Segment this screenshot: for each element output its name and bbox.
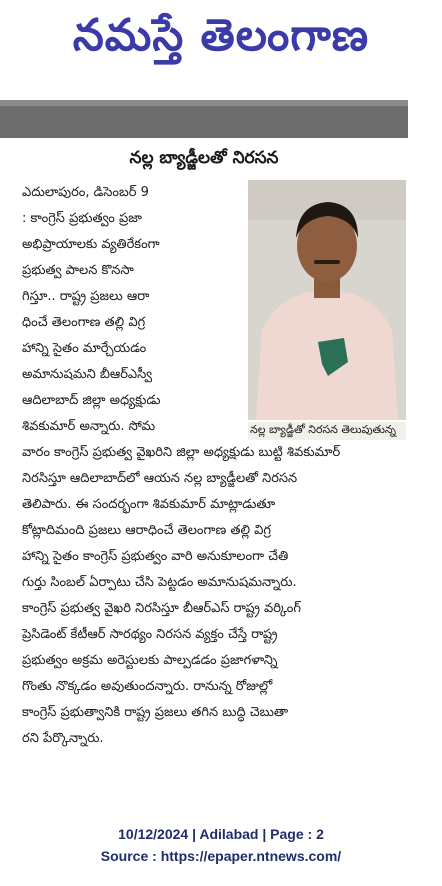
newspaper-title: నమస్తే తెలంగాణ	[72, 10, 370, 61]
article-headline: నల్ల బ్యాడ్జీలతో నిరసన	[129, 148, 279, 168]
article-line: అభిప్రాయాలకు వ్యతిరేకంగా	[22, 237, 160, 252]
article-line: వారం కాంగ్రెస్ ప్రభుత్వ వైఖరిని జిల్లా అధ్యక్షుడు బుట్టి శివకుమార్	[22, 445, 341, 460]
clipping-header-band	[0, 100, 408, 138]
article-line: శివకుమార్ అన్నారు. సోమ	[22, 419, 156, 434]
footer-source-link[interactable]: Source : https://epaper.ntnews.com/	[100, 848, 342, 864]
article-line: ప్రభుత్వం అక్రమ అరెస్టులకు పాల్పడడం ప్రజాగళాన్ని	[22, 653, 278, 668]
article-line: ప్రభుత్వ పాలన కొనసా	[22, 263, 134, 278]
article-line: కాంగ్రెస్ ప్రభుత్వానికి రాష్ట్ర ప్రజలు తగిన బుద్ధి చెబుతా	[22, 705, 289, 720]
person-photo-illustration	[248, 180, 406, 420]
article-line: హాన్ని సైతం కాంగ్రెస్ ప్రభుత్వం వారి అనుకూలంగా చేతి	[22, 549, 289, 564]
article-line: హాన్ని సైతం మార్చేయడం	[22, 341, 147, 356]
article-line: కాంగ్రెస్ ప్రభుత్వ వైఖరి నిరసిస్తూ బీఆర్ఎస్ రాష్ట్ర వర్కింగ్	[22, 601, 301, 616]
photo-caption: నల్ల బ్యాడ్జీతో నిరసన తెలుపుతున్న	[250, 423, 396, 436]
masthead	[0, 0, 442, 82]
article-line: తెలిపారు. ఈ సందర్భంగా శివకుమార్ మాట్లాడుతూ	[22, 497, 276, 512]
article-line: గుర్తు సింబల్ ఏర్పాటు చేసి పెట్టడం అమానుషమన్నారు.	[22, 575, 297, 590]
article-line: : కాంగ్రెస్ ప్రభుత్వం ప్రజా	[22, 211, 142, 226]
article-line: ధించే తెలంగాణ తల్లి విగ్ర	[22, 315, 146, 330]
article-line: గిస్తూ.. రాష్ట్ర ప్రజలు ఆరా	[22, 289, 150, 304]
article-line: గొంతు నొక్కడం అవుతుందన్నారు. రానున్న రోజుల్లో	[22, 679, 273, 694]
footer-date-edition: 10/12/2024 | Adilabad | Page : 2	[118, 826, 324, 842]
article-line: నిరసిస్తూ ఆదిలాబాద్‌లో ఆయన నల్ల బ్యాడ్జీలతో నిరసన	[22, 471, 298, 486]
article-photo	[248, 180, 406, 420]
article-line: రని పేర్కొన్నారు.	[22, 731, 104, 746]
article-line: అమానుషమని బీఆర్ఎస్వీ	[22, 367, 153, 382]
article-line: ఆదిలాబాద్ జిల్లా అధ్యక్షుడు	[22, 393, 161, 408]
article-dateline: ఎదులాపురం, డిసెంబర్ 9	[22, 185, 149, 200]
header-band-strip	[0, 100, 408, 106]
article-line: ప్రెసిడెంట్ కేటీఆర్ సారథ్యం నిరసన వ్యక్తం చేస్తే రాష్ట్ర	[22, 627, 278, 642]
article-line: కోట్లాదిమంది ప్రజలు ఆరాధించే తెలంగాణ తల్లి విగ్ర	[22, 523, 271, 538]
